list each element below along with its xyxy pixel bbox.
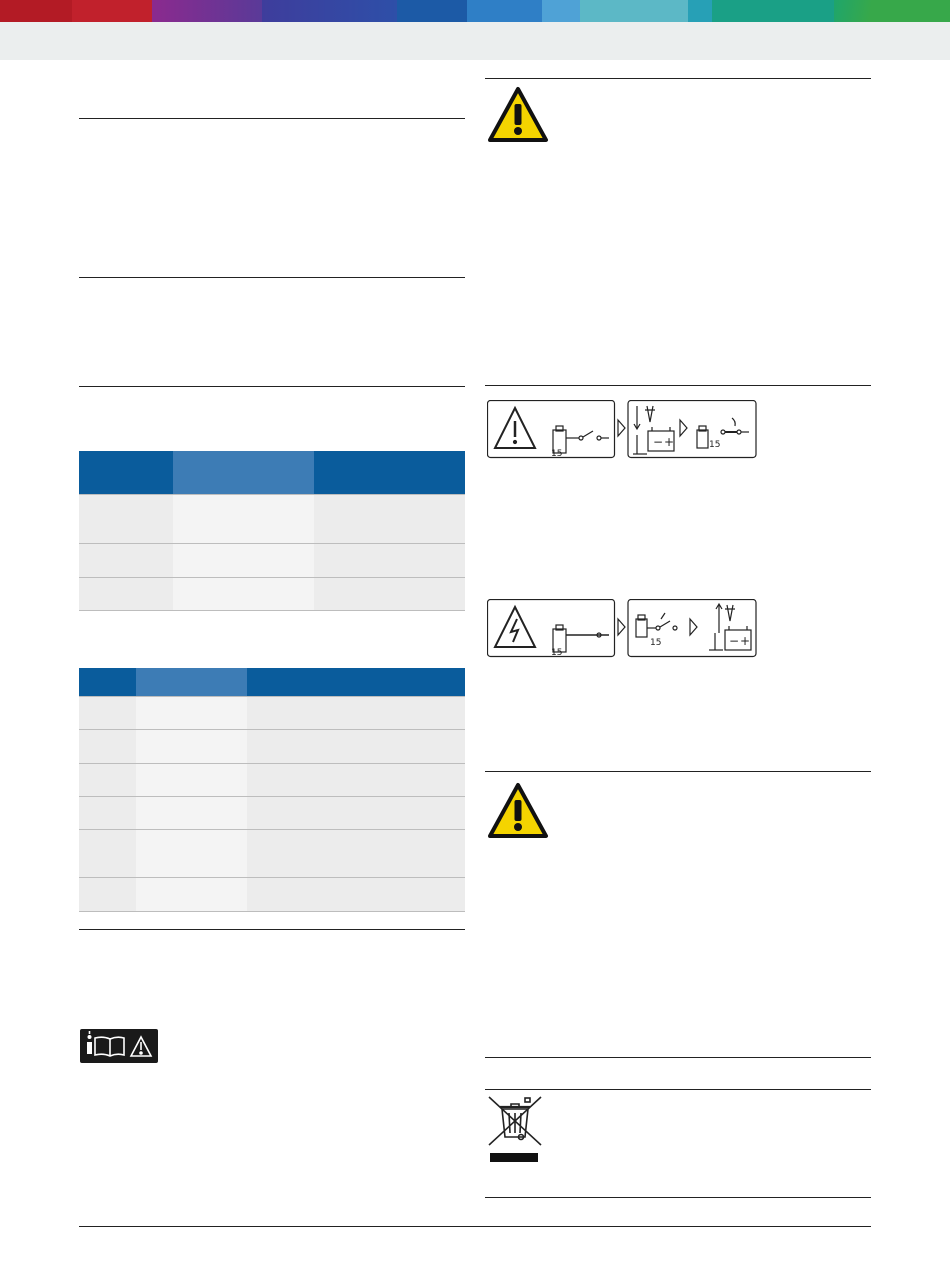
table-cell [247, 797, 465, 830]
color-band [397, 0, 467, 22]
svg-text:+: + [740, 634, 751, 648]
table-cell [136, 797, 247, 830]
color-band [542, 0, 580, 22]
table-row [79, 797, 465, 830]
table-header-cell [136, 668, 247, 697]
table-header-row [79, 451, 465, 495]
table-row [79, 578, 465, 611]
table-cell [314, 495, 465, 544]
color-band [152, 0, 262, 22]
section-rule [485, 1057, 871, 1058]
table-cell [173, 495, 314, 544]
terminal-label: 15 [551, 648, 563, 658]
section-rule [485, 1197, 871, 1198]
table-cell [247, 697, 465, 730]
section-rule [79, 929, 465, 930]
terminal-label: 15 [650, 638, 662, 648]
table-row [79, 697, 465, 730]
table-cell [79, 797, 136, 830]
table-cell [79, 764, 136, 797]
svg-text:−: − [653, 435, 664, 449]
table-cell [136, 730, 247, 764]
color-band [834, 0, 894, 22]
color-band [688, 0, 712, 22]
table-header-cell [79, 451, 173, 495]
table-cell [173, 578, 314, 611]
section-rule [485, 771, 871, 772]
table-cell [136, 697, 247, 730]
connect-battery-procedure-icon [487, 599, 759, 659]
table-header-cell [173, 451, 314, 495]
table-cell [79, 730, 136, 764]
terminal-label: 15 [709, 440, 721, 450]
svg-text:−: − [729, 634, 740, 648]
section-rule [485, 78, 871, 79]
table-header-cell [79, 668, 136, 697]
table-row [79, 878, 465, 912]
table-cell [136, 830, 247, 878]
header-color-bar [0, 0, 950, 22]
table-row [79, 830, 465, 878]
table-cell [247, 764, 465, 797]
table-cell [314, 578, 465, 611]
section-rule [485, 385, 871, 386]
color-band [467, 0, 542, 22]
color-band [72, 0, 152, 22]
table-row [79, 730, 465, 764]
table-cell [79, 697, 136, 730]
disconnect-battery-procedure-icon [487, 400, 759, 460]
table-cell [79, 495, 173, 544]
color-band [894, 0, 950, 22]
table-cell [247, 878, 465, 912]
table-row [79, 764, 465, 797]
crossed-out-bin-icon [487, 1095, 543, 1163]
section-rule [79, 277, 465, 278]
section-rule [485, 1089, 871, 1090]
data-table-2 [79, 668, 465, 912]
read-manual-icon [80, 1029, 158, 1063]
table-cell [173, 544, 314, 578]
table-cell [247, 830, 465, 878]
table-cell [136, 878, 247, 912]
table-cell [136, 764, 247, 797]
table-cell [79, 578, 173, 611]
section-rule [79, 118, 465, 119]
table-header-cell [247, 668, 465, 697]
footer-rule [79, 1226, 871, 1227]
color-band [580, 0, 688, 22]
table-header-cell [314, 451, 465, 495]
warning-triangle-icon [487, 86, 549, 143]
color-band [0, 0, 72, 22]
svg-text:+: + [664, 435, 675, 449]
header-subbar [0, 22, 950, 60]
table-cell [79, 830, 136, 878]
table-cell [79, 878, 136, 912]
color-band [712, 0, 834, 22]
color-band [262, 0, 397, 22]
data-table-1 [79, 451, 465, 611]
table-header-row [79, 668, 465, 697]
table-row [79, 495, 465, 544]
warning-triangle-icon [487, 782, 549, 839]
table-cell [79, 544, 173, 578]
section-rule [79, 386, 465, 387]
table-row [79, 544, 465, 578]
terminal-label: 15 [551, 449, 563, 459]
table-cell [247, 730, 465, 764]
table-cell [314, 544, 465, 578]
